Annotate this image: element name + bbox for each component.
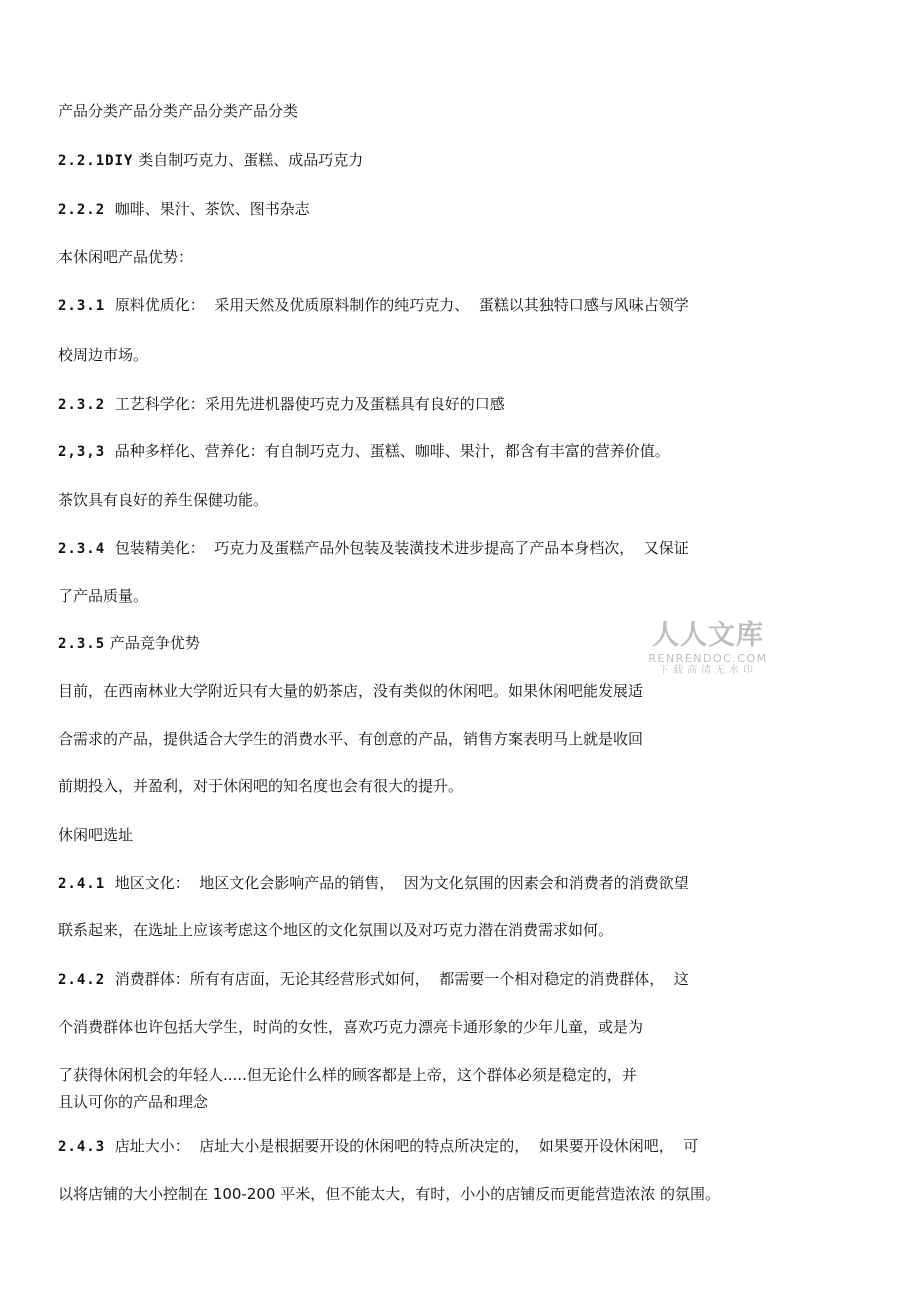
paragraph-line: 前期投入，并盈利，对于休闲吧的知名度也会有很大的提升。 xyxy=(58,777,464,795)
paragraph-line: 以将店铺的大小控制在 100-200 平米，但不能太大，有时，小小的店铺反而更能营造浓浓 的氛围。 xyxy=(58,1185,720,1203)
paragraph-line: 合需求的产品，提供适合大学生的消费水平、有创意的产品，销售方案表明马上就是收回 xyxy=(58,730,644,748)
watermark-site: RENRENDOC.COM xyxy=(648,652,768,665)
paragraph-line: 2.4.2 消费群体：所有有店面，无论其经营形式如何， 都需要一个相对稳定的消费群体， 这 xyxy=(58,970,689,988)
paragraph-line: 2.2.1DIY 类自制巧克力、蛋糕、成品巧克力 xyxy=(58,151,364,169)
paragraph-line: 2.3.1 原料优质化： 采用天然及优质原料制作的纯巧克力、 蛋糕以其独特口感与风味占领学 xyxy=(58,296,689,314)
paragraph-line: 2.3.5 产品竞争优势 xyxy=(58,634,200,652)
paragraph-line: 联系起来，在选址上应该考虑这个地区的文化氛围以及对巧克力潜在消费需求如何。 xyxy=(58,921,614,939)
paragraph-line: 2.3.2 工艺科学化：采用先进机器使巧克力及蛋糕具有良好的口感 xyxy=(58,395,505,413)
paragraph-line: 个消费群体也许包括大学生，时尚的女性，喜欢巧克力漂亮卡通形象的少年儿童，或是为 xyxy=(58,1018,644,1036)
paragraph-line: 2.4.3 店址大小： 店址大小是根据要开设的休闲吧的特点所决定的， 如果要开设休闲吧， 可 xyxy=(58,1137,699,1155)
paragraph-line: 目前，在西南林业大学附近只有大量的奶茶店，没有类似的休闲吧。如果休闲吧能发展适 xyxy=(58,682,644,700)
watermark-title: 人人文库 xyxy=(652,620,764,651)
paragraph-line: 且认可你的产品和理念 xyxy=(58,1093,209,1111)
paragraph-line: 产品分类产品分类产品分类产品分类 xyxy=(58,102,299,120)
paragraph-line: 了获得休闲机会的年轻人.....但无论什么样的顾客都是上帝，这个群体必须是稳定的，并 xyxy=(58,1066,637,1084)
paragraph-line: 本休闲吧产品优势： xyxy=(58,248,194,266)
paragraph-line: 了产品质量。 xyxy=(58,587,149,605)
paragraph-line: 2.4.1 地区文化： 地区文化会影响产品的销售， 因为文化氛围的因素会和消费者的消费欲望 xyxy=(58,874,689,892)
paragraph-line: 校周边市场。 xyxy=(58,346,149,364)
paragraph-line: 2,3,3 品种多样化、营养化：有自制巧克力、蛋糕、咖啡、果汁，都含有丰富的营养价值。 xyxy=(58,442,670,460)
paragraph-line: 茶饮具有良好的养生保健功能。 xyxy=(58,491,269,509)
paragraph-line: 休闲吧选址 xyxy=(58,826,134,844)
paragraph-line: 2.3.4 包装精美化： 巧克力及蛋糕产品外包装及装潢技术进步提高了产品本身档次， 又保证 xyxy=(58,539,689,557)
paragraph-line: 2.2.2 咖啡、果汁、茶饮、图书杂志 xyxy=(58,200,310,218)
watermark-subtitle: 下载高清无水印 xyxy=(659,665,757,676)
watermark-logo xyxy=(646,620,770,677)
